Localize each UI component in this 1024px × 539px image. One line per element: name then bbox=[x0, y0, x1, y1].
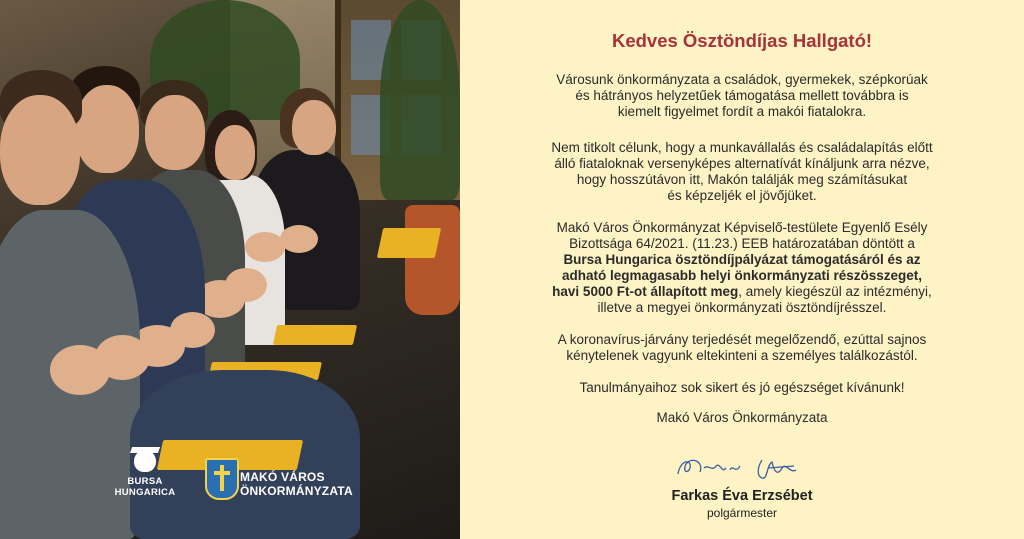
p1-line: Városunk önkormányzata a családok, gyermekek, szépkorúak bbox=[556, 72, 928, 87]
event-photo bbox=[0, 0, 460, 539]
p3-line-bold: Bursa Hungarica ösztöndíjpályázat támogatásáról és az bbox=[563, 252, 921, 267]
mako-crest-icon bbox=[205, 458, 239, 500]
bursa-logo-line1: BURSA bbox=[127, 476, 163, 487]
p1-line: és hátrányos helyzetűek támogatása mellett továbbra is bbox=[575, 88, 909, 103]
paragraph-2 bbox=[500, 140, 984, 204]
closing-wish: Tanulmányaihoz sok sikert és jó egészséget kívánunk! bbox=[579, 380, 905, 395]
p4-line: kénytelenek vagyunk eltekinteni a személyes találkozástól. bbox=[566, 348, 918, 363]
photo-plant bbox=[380, 0, 460, 200]
p3-line-bold: adható legmagasabb helyi önkormányzati részösszeget, bbox=[561, 268, 923, 283]
bursa-hungarica-logo bbox=[112, 450, 178, 498]
p3-amount: havi 5000 Ft-ot állapított meg bbox=[552, 284, 739, 299]
bursa-logo-line2: HUNGARICA bbox=[114, 487, 176, 498]
p3-line: illetve a megyei önkormányzati ösztöndíjrésszel. bbox=[597, 300, 887, 315]
mako-logo bbox=[240, 470, 353, 498]
mako-logo-line1: MAKÓ VÁROS bbox=[240, 470, 325, 484]
p2-line: hogy hosszútávon itt, Makón találják meg számításukat bbox=[576, 172, 908, 187]
p3-line bbox=[500, 284, 984, 300]
paragraph-3 bbox=[500, 220, 984, 316]
p3-line-rest: , amely kiegészül az intézményi, bbox=[738, 284, 932, 299]
paragraph-1 bbox=[500, 72, 984, 120]
p3-line: Makó Város Önkormányzat Képviselő-testülete Egyenlő Esély bbox=[556, 220, 928, 235]
paragraph-4 bbox=[500, 332, 984, 364]
signature-image bbox=[670, 452, 820, 482]
graduate-icon bbox=[134, 450, 156, 472]
letter-panel bbox=[460, 0, 1024, 539]
p2-line: Nem titkolt célunk, hogy a munkavállalás és családalapítás előtt bbox=[551, 140, 933, 155]
p1-line: kiemelt figyelmet fordít a makói fiatalokra. bbox=[617, 104, 867, 119]
p3-line: Bizottsága 64/2021. (11.23.) EEB határozatában döntött a bbox=[569, 236, 915, 251]
sender: Makó Város Önkormányzata bbox=[656, 410, 828, 425]
mako-logo-line2: ÖNKORMÁNYZATA bbox=[240, 484, 353, 498]
p2-line: és képzeljék el jövőjüket. bbox=[667, 188, 817, 203]
p4-line: A koronavírus-járvány terjedését megelőzendő, ezúttal sajnos bbox=[557, 332, 927, 347]
sponsor-logos bbox=[0, 440, 460, 539]
p2-line: álló fiataloknak versenyképes alternatívát kínáljunk arra nézve, bbox=[554, 156, 930, 171]
signer-name: Farkas Éva Erzsébet bbox=[671, 488, 813, 504]
letter-title: Kedves Ösztöndíjas Hallgató! bbox=[611, 30, 873, 51]
photo-pot bbox=[405, 205, 460, 315]
signer-role: polgármester bbox=[706, 506, 778, 520]
